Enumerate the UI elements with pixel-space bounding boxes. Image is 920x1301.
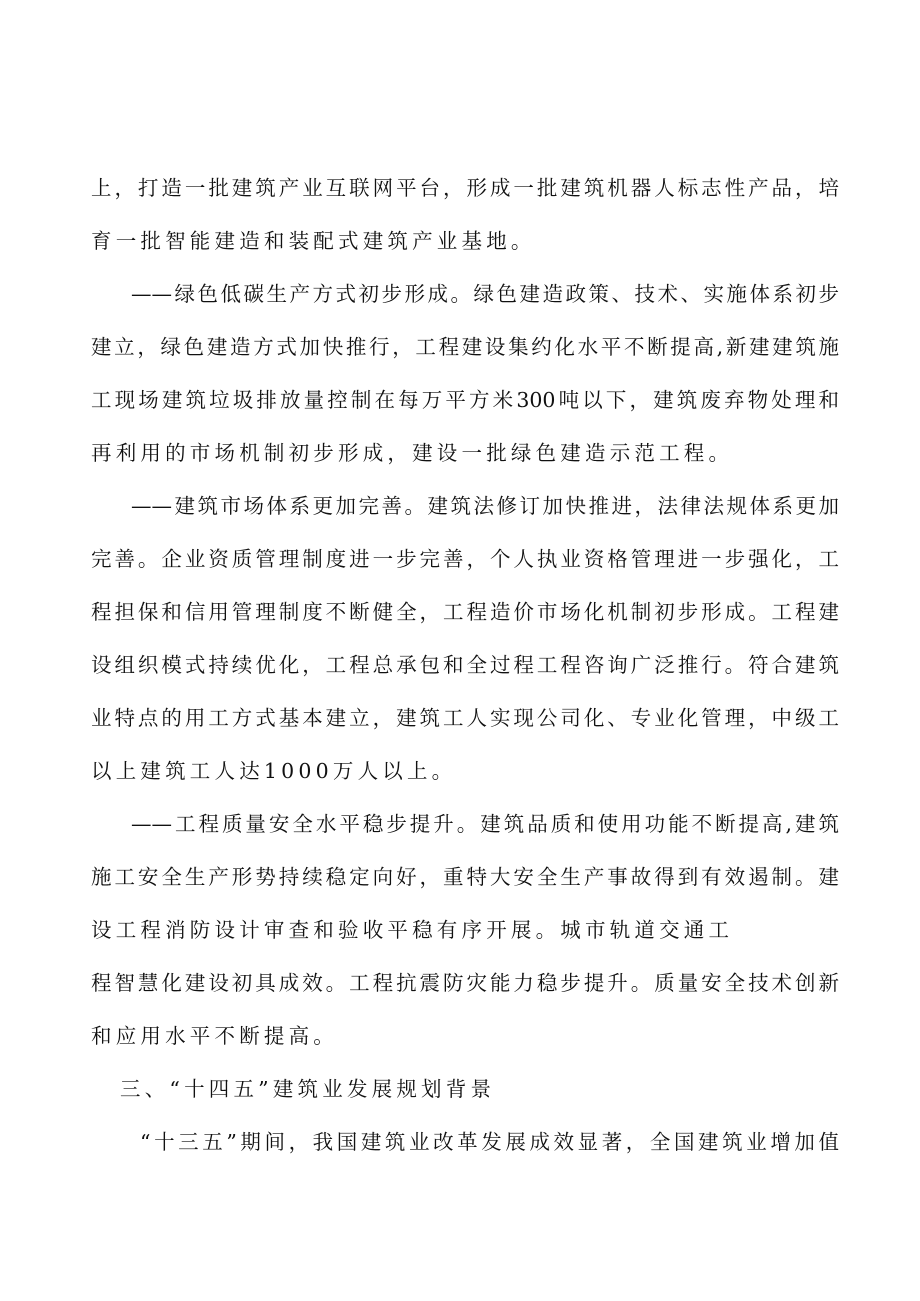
closing-paragraph-line: “十三五”期间，我国建筑业改革发展成效显著，全国建筑业增加值: [140, 1130, 839, 1154]
paragraph-4-line-1: ——工程质量安全水平稳步提升。建筑品质和使用功能不断提高,建筑: [131, 812, 839, 836]
section-heading: 三、“十四五”建筑业发展规划背景: [120, 1077, 496, 1101]
paragraph-1-line-2: 育一批智能建造和装配式建筑产业基地。: [91, 229, 536, 253]
paragraph-2-line-1: ——绿色低碳生产方式初步形成。绿色建造政策、技术、实施体系初步: [131, 282, 839, 306]
paragraph-4-line-3: 设工程消防设计审查和验收平稳有序开展。城市轨道交通工: [91, 918, 734, 942]
paragraph-2-line-4: 再利用的市场机制初步形成，建设一批绿色建造示范工程。: [91, 441, 734, 465]
paragraph-3-line-4: 设组织模式持续优化，工程总承包和全过程工程咨询广泛推行。符合建筑: [91, 653, 839, 677]
paragraph-1-line-1: 上，打造一批建筑产业互联网平台，形成一批建筑机器人标志性产品，培: [91, 176, 839, 200]
paragraph-4-line-4: 程智慧化建设初具成效。工程抗震防灾能力稳步提升。质量安全技术创新: [91, 971, 839, 995]
paragraph-2-line-3: 工现场建筑垃圾排放量控制在每万平方米300吨以下，建筑废弃物处理和: [91, 388, 839, 412]
paragraph-3-line-3: 程担保和信用管理制度不断健全，工程造价市场化机制初步形成。工程建: [91, 600, 839, 624]
paragraph-4-line-2: 施工安全生产形势持续稳定向好，重特大安全生产事故得到有效遏制。建: [91, 865, 839, 889]
paragraph-3-line-2: 完善。企业资质管理制度进一步完善，个人执业资格管理进一步强化，工: [91, 547, 839, 571]
paragraph-3-line-6: 以上建筑工人达1000万人以上。: [91, 759, 457, 783]
paragraph-4-line-5: 和应用水平不断提高。: [91, 1024, 338, 1048]
paragraph-3-line-5: 业特点的用工方式基本建立，建筑工人实现公司化、专业化管理，中级工: [91, 706, 839, 730]
paragraph-3-line-1: ——建筑市场体系更加完善。建筑法修订加快推进，法律法规体系更加: [131, 494, 839, 518]
paragraph-2-line-2: 建立，绿色建造方式加快推行，工程建设集约化水平不断提高,新建建筑施: [91, 335, 839, 359]
